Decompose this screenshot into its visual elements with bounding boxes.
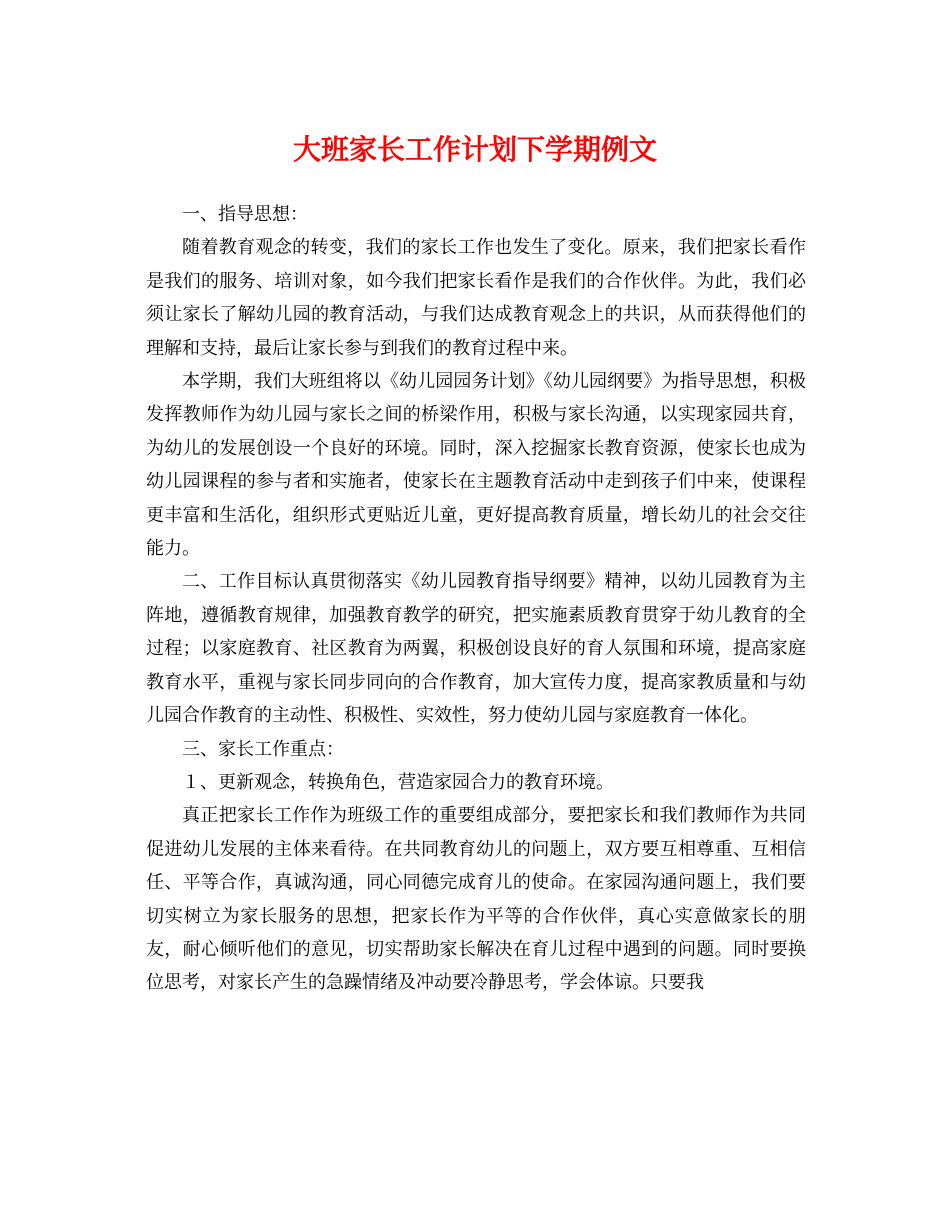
body-paragraph: 真正把家长工作作为班级工作的重要组成部分，要把家长和我们教师作为共同促进幼儿发展的主体来看待。在共同教育幼儿的问题上，双方要互相尊重、互相信任、平等合作，真诚沟通，同心同德完成育儿的使命。在家园沟通问题上，我们要切实树立为家长服务的思想，把家长作为平等的合作伙伴，真心实意做家长的朋友，耐心倾听他们的意见，切实帮助家长解决在育儿过程中遇到的问题。同时要换位思考，对家长产生的急躁情绪及冲动要冷静思考，学会体谅。只要我	[146, 805, 806, 994]
section-paragraph-work-goals: 二、工作目标认真贯彻落实《幼儿园教育指导纲要》精神，以幼儿园教育为主阵地，遵循教育规律，加强教育教学的研究，把实施素质教育贯穿于幼儿教育的全过程；以家庭教育、社区教育为两翼，积极创设良好的育人氛围和环境，提高家庭教育水平，重视与家长同步同向的合作教育，加大宣传力度，提高家教质量和与幼儿园合作教育的主动性、积极性、实效性，努力使幼儿园与家庭教育一体化。	[146, 571, 806, 727]
body-paragraph: 本学期，我们大班组将以《幼儿园园务计划》《幼儿园纲要》为指导思想，积极发挥教师作为幼儿园与家长之间的桥梁作用，积极与家长沟通，以实现家园共育，为幼儿的发展创设一个良好的环境。同时，深入挖掘家长教育资源，使家长也成为幼儿园课程的参与者和实施者，使家长在主题教育活动中走到孩子们中来，使课程更丰富和生活化，组织形式更贴近儿童，更好提高教育质量，增长幼儿的社会交往能力。	[146, 371, 806, 560]
section-heading-key-points: 三、家长工作重点：	[182, 738, 344, 760]
document-body	[146, 198, 806, 1000]
list-item-heading: １、更新观念，转换角色，营造家园合力的教育环境。	[182, 771, 614, 793]
body-paragraph: 随着教育观念的转变，我们的家长工作也发生了变化。原来，我们把家长看作是我们的服务、培训对象，如今我们把家长看作是我们的合作伙伴。为此，我们必须让家长了解幼儿园的教育活动，与我们达成教育观念上的共识，从而获得他们的理解和支持，最后让家长参与到我们的教育过程中来。	[146, 237, 806, 359]
section-heading-guiding-ideology: 一、指导思想：	[182, 204, 308, 225]
page-title: 大班家长工作计划下学期例文	[292, 133, 657, 166]
